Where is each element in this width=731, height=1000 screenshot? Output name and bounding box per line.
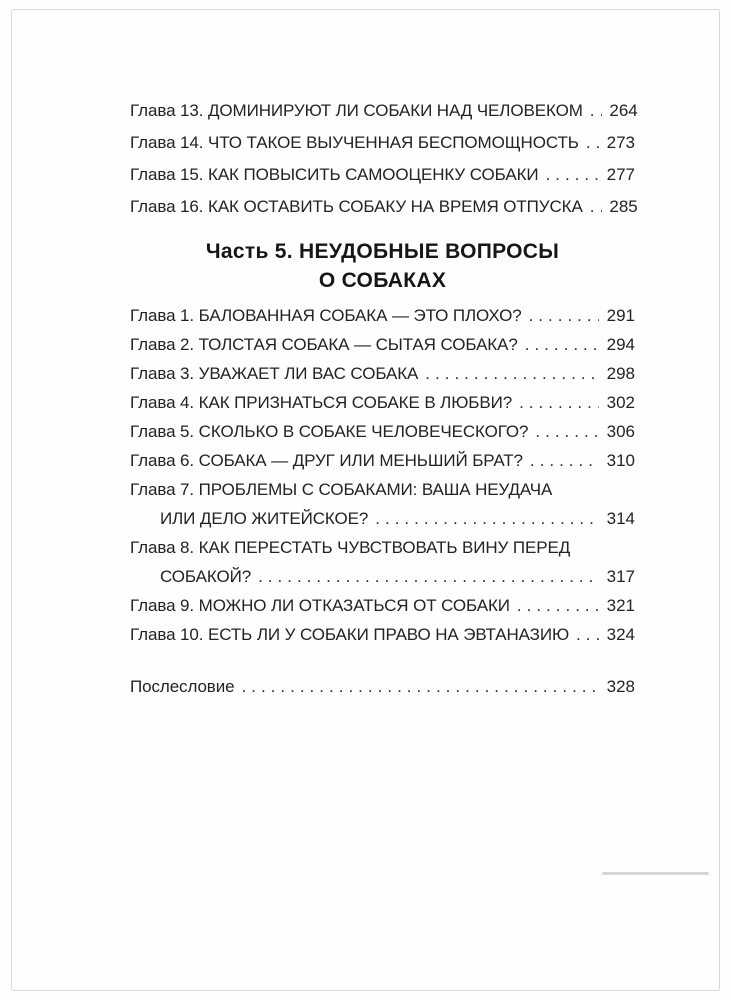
chapter-title: УВАЖАЕТ ЛИ ВАС СОБАКА [198, 364, 419, 383]
toc-entry [130, 364, 635, 384]
dot-leader [590, 101, 602, 121]
toc-group-part5 [130, 306, 635, 697]
chapter-label: Глава 7. [130, 480, 195, 499]
chapter-title: КАК ОСТАВИТЬ СОБАКУ НА ВРЕМЯ ОТПУСКА [208, 197, 583, 216]
toc-group-part4-tail [130, 101, 638, 217]
dot-leader [242, 677, 600, 697]
toc-entry [130, 422, 635, 442]
page-number: 302 [606, 393, 635, 412]
dot-leader [546, 165, 600, 185]
dot-leader [425, 364, 599, 384]
dot-leader [525, 335, 599, 355]
chapter-title-wrap: ИЛИ ДЕЛО ЖИТЕЙСКОЕ? [160, 509, 369, 528]
page-number: 310 [606, 451, 635, 470]
chapter-title: МОЖНО ЛИ ОТКАЗАТЬСЯ ОТ СОБАКИ [198, 596, 510, 615]
chapter-title: СОБАКА — ДРУГ ИЛИ МЕНЬШИЙ БРАТ? [198, 451, 523, 470]
dot-leader [517, 596, 599, 616]
chapter-label: Глава 4. [130, 393, 195, 412]
toc-entry [130, 625, 635, 645]
page-number: 285 [609, 197, 638, 216]
page-number: 328 [606, 677, 635, 696]
toc-entry [130, 165, 635, 185]
chapter-label: Глава 8. [130, 538, 195, 557]
toc-entry [130, 480, 635, 500]
dot-leader [529, 306, 599, 326]
dot-leader [519, 393, 599, 413]
page-number: 273 [606, 133, 635, 152]
chapter-label: Глава 16. [130, 197, 204, 216]
page-number: 264 [609, 101, 638, 120]
toc-entry [130, 133, 635, 153]
chapter-title: КАК ПРИЗНАТЬСЯ СОБАКЕ В ЛЮБВИ? [198, 393, 513, 412]
afterword-title: Послесловие [130, 677, 235, 696]
toc-entry [130, 451, 635, 471]
chapter-title: ЧТО ТАКОЕ ВЫУЧЕННАЯ БЕСПОМОЩНОСТЬ [208, 133, 579, 152]
chapter-title-wrap: СОБАКОЙ? [160, 567, 252, 586]
toc-entry [130, 306, 635, 326]
page-number: 294 [606, 335, 635, 354]
toc-entry-continuation [130, 509, 635, 529]
dot-leader [590, 197, 602, 217]
dot-leader [586, 133, 599, 153]
toc-entry-continuation [130, 567, 635, 587]
chapter-title: ТОЛСТАЯ СОБАКА — СЫТАЯ СОБАКА? [198, 335, 518, 354]
page-number: 324 [606, 625, 635, 644]
toc-entry [130, 596, 635, 616]
chapter-label: Глава 5. [130, 422, 195, 441]
page-number: 306 [606, 422, 635, 441]
part-heading [130, 237, 635, 295]
toc-entry [130, 393, 635, 413]
page-number: 291 [606, 306, 635, 325]
chapter-label: Глава 1. [130, 306, 195, 325]
toc-entry [130, 101, 638, 121]
chapter-title: КАК ПОВЫСИТЬ САМООЦЕНКУ СОБАКИ [208, 165, 539, 184]
chapter-title: ДОМИНИРУЮТ ЛИ СОБАКИ НАД ЧЕЛОВЕКОМ [208, 101, 583, 120]
dot-leader [375, 509, 599, 529]
page-number: 321 [606, 596, 635, 615]
chapter-label: Глава 3. [130, 364, 195, 383]
dot-leader [258, 567, 599, 587]
toc-entry [130, 335, 635, 355]
chapter-label: Глава 14. [130, 133, 204, 152]
chapter-label: Глава 13. [130, 101, 204, 120]
chapter-title: КАК ПЕРЕСТАТЬ ЧУВСТВОВАТЬ ВИНУ ПЕРЕД [198, 538, 571, 557]
dot-leader [576, 625, 599, 645]
page-number: 298 [606, 364, 635, 383]
chapter-title: БАЛОВАННАЯ СОБАКА — ЭТО ПЛОХО? [198, 306, 522, 325]
chapter-label: Глава 10. [130, 625, 204, 644]
part-heading-line2: О СОБАКАХ [318, 269, 447, 292]
chapter-title: СКОЛЬКО В СОБАКЕ ЧЕЛОВЕЧЕСКОГО? [198, 422, 529, 441]
page-number: 317 [606, 567, 635, 586]
chapter-label: Глава 9. [130, 596, 195, 615]
part-heading-line1: Часть 5. НЕУДОБНЫЕ ВОПРОСЫ [205, 240, 560, 263]
page-number: 277 [606, 165, 635, 184]
toc-entry [130, 197, 638, 217]
table-of-contents [130, 101, 638, 706]
chapter-label: Глава 2. [130, 335, 195, 354]
toc-entry [130, 538, 635, 558]
afterword-entry [130, 677, 635, 697]
chapter-title: ПРОБЛЕМЫ С СОБАКАМИ: ВАША НЕУДАЧА [198, 480, 553, 499]
chapter-label: Глава 6. [130, 451, 195, 470]
chapter-title: ЕСТЬ ЛИ У СОБАКИ ПРАВО НА ЭВТАНАЗИЮ [208, 625, 570, 644]
dot-leader [530, 451, 599, 471]
page-number: 314 [606, 509, 635, 528]
scan-artifact-line [602, 872, 709, 875]
dot-leader [535, 422, 599, 442]
chapter-label: Глава 15. [130, 165, 204, 184]
